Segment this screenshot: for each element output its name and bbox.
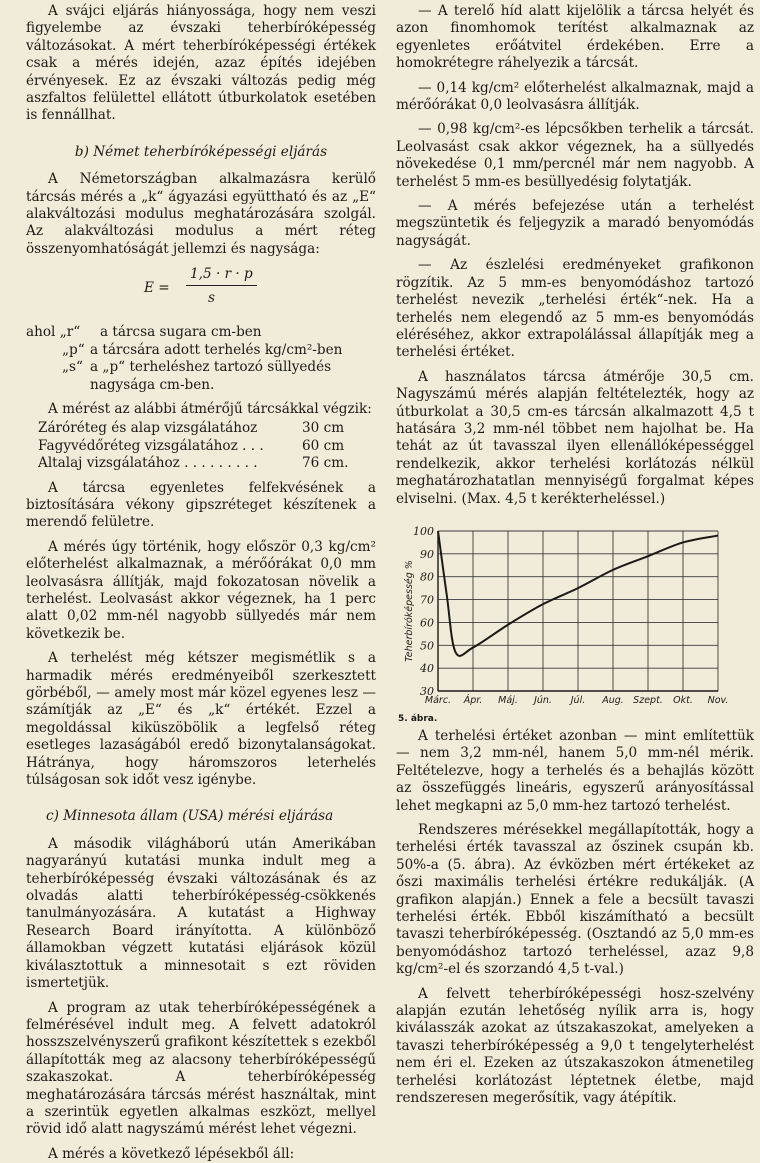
definition-p bbox=[26, 342, 376, 359]
formula-lhs: E = bbox=[144, 280, 170, 297]
right-column bbox=[396, 3, 754, 1108]
paragraph: A svájci eljárás hiányossága, hogy nem veszi figyelembe az évszaki teherbíróképesség változásokat. A mért teherbíróképességi értékek csak a mérés idején, azaz építés idejében érvényesek. Ez az évszaki változás pedig még aszfaltos felülettel ellátott útburkolatok esetében is fennállhat. bbox=[26, 3, 376, 124]
def-text: a „p“ terheléshez tartozó süllyedés nagysága cm-ben. bbox=[90, 359, 332, 393]
x-tick-label: Szept. bbox=[633, 694, 663, 706]
plate-size: 60 cm bbox=[302, 437, 345, 454]
plate-row bbox=[38, 438, 376, 455]
x-tick-label: Nov. bbox=[707, 694, 729, 706]
def-text: a tárcsára adott terhelés kg/cm²-ben bbox=[90, 341, 343, 358]
paragraph: A program az utak teherbíróképességének a felmérésével indult meg. A felvett adatokról hosszszelvényszerű grafikont készítettek s ezekből állapították meg az alacsony teherbíróképességű szakaszokat. A teherbíróképesség meghatározására tárcsás mérést használtak, mint a szerintük egyetlen alkalmas eszközt, mellyel rövid idő alatt nagyszámú mérést lehet végezni. bbox=[26, 999, 376, 1138]
paragraph: Rendszeres mérésekkel megállapították, hogy a terhelési érték tavasszal az őszinek csupán kb. 50%-a (5. ábra). Az évközben mért értékeket az őszi maximális terhelési értékre redukálják. (A grafikon alapján.) Ennek a fele a becsült tavaszi terhelési érték. Ebből kiszámítható a becsült tavaszi teherbíróképesség. (Osztandó az 5,0 mm-es benyomódáshoz tartozó terheléssel, azaz 9,8 kg/cm²-el és szorzandó 4,5 t-val.) bbox=[396, 822, 754, 978]
y-tick-label: 100 bbox=[413, 524, 434, 538]
plate-row bbox=[38, 455, 376, 472]
x-tick-label: Máj. bbox=[498, 694, 518, 706]
definition-s bbox=[26, 359, 376, 394]
paragraph: A tárcsa egyenletes felfekvésének a biztosítására vékony gipszréteget készítenek a merendő felületre. bbox=[26, 479, 376, 531]
plate-row bbox=[38, 420, 376, 437]
section-heading-c: c) Minnesota állam (USA) mérési eljárása bbox=[46, 808, 334, 825]
def-symbol: „p“ bbox=[62, 341, 85, 358]
formula-denominator: s bbox=[208, 290, 215, 307]
section-heading-b: b) Német teherbíróképességi eljárás bbox=[74, 143, 328, 160]
plate-name: Záróréteg és alap vizsgálatához bbox=[38, 420, 258, 437]
paragraph: A felvett teherbíróképességi hosz-szelvény alapján ezután lehetőség nyílik arra is, hogy kiválasszák azokat az útszakaszokat, amelyeken a tavaszi teherbíróképesség a 9,0 t tengelyterhelést nem éri el. Ezeken az útszakaszokon átmenetileg terhelési korlátozást léptetnek életbe, majd rendszeresen megerősítik, vagy átépítik. bbox=[396, 985, 754, 1107]
def-symbol: „s“ bbox=[62, 359, 83, 376]
y-tick-label: 80 bbox=[420, 570, 434, 584]
paragraph: A használatos tárcsa átmérője 30,5 cm. Nagyszámú mérés alapján feltételezték, hogy az útburkolat a 30,5 cm-es tárcsán alkalmazott 4,5 t hatására 3,2 mm-nél többet nem hajolhat be. Ha tehát az út tavasszal ilyen ellenállóképességgel rendelkezik, akkor terhelési korlátozás nélkül meghatározhatatlan mennyiségű forgalmat képes elviselni. (Max. 4,5 t kerékterheléssel.) bbox=[396, 368, 754, 507]
plate-size: 30 cm bbox=[302, 420, 345, 437]
x-tick-label: Jún. bbox=[534, 694, 552, 706]
plate-name: Fagyvédőréteg vizsgálatához . . . bbox=[38, 437, 264, 454]
figure-label: 5. ábra. bbox=[398, 713, 438, 724]
definition-r bbox=[26, 324, 376, 341]
x-tick-label: Okt. bbox=[673, 694, 693, 706]
y-tick-label: 70 bbox=[420, 593, 434, 607]
x-tick-label: Ápr. bbox=[463, 694, 483, 706]
step-item: — A terelő híd alatt kijelölik a tárcsa helyét és azon finomhomok terítést alkalmaznak az egyenletes erőátvitel érdekében. Erre a homokrétegre ráhelyezik a tárcsát. bbox=[396, 3, 754, 72]
x-tick-label: Aug. bbox=[602, 694, 624, 706]
def-text: a tárcsa sugara cm-ben bbox=[100, 324, 262, 341]
plate-size-table bbox=[26, 420, 376, 472]
y-axis-label: Teherbíróképesség % bbox=[404, 560, 415, 662]
def-symbol: ahol „r“ bbox=[26, 324, 81, 341]
y-tick-label: 40 bbox=[420, 662, 434, 676]
step-item: — 0,14 kg/cm² előterhelést alkalmaznak, majd a mérőórákat 0,0 leolvasásra állítják. bbox=[396, 79, 754, 114]
figure-5-container bbox=[396, 521, 754, 726]
paragraph: A terhelést még kétszer megismétlik s a harmadik mérés eredményeiből szerkesztett görbéből, — amely most már közel egyenes lesz — számítják az „E“ és „k“ értékét. Ezzel a megoldással kiküszöbölik a legfelső réteg esetleges lazaságából eredő bizonytalanságokat. Hátránya, hogy háromszoros leterhelés túlságosan sok időt vesz igénybe. bbox=[26, 650, 376, 789]
symbol-definitions bbox=[26, 324, 376, 394]
left-column bbox=[26, 3, 376, 1163]
step-item: — Az észlelési eredményeket grafikonon rögzítik. Az 5 mm-es benyomódáshoz tartozó terhelést nevezik „terhelési érték“-nek. Ha a terhelés nem elegendő az 5 mm-es benyomódás eléréséhez, akkor extrapolálással állapítják meg a terhelési értéket. bbox=[396, 257, 754, 361]
y-tick-label: 50 bbox=[420, 639, 434, 653]
bearing-capacity-chart bbox=[396, 521, 754, 726]
paragraph: A mérést az alábbi átmérőjű tárcsákkal végzik: bbox=[48, 400, 372, 417]
modulus-formula bbox=[26, 264, 376, 320]
x-tick-label: Márc. bbox=[424, 694, 452, 706]
step-item: — A mérés befejezése után a terhelést megszüntetik és feljegyzik a maradó benyomódás nagyságát. bbox=[396, 198, 754, 249]
formula-numerator: 1,5 · r · p bbox=[186, 266, 257, 285]
y-tick-label: 90 bbox=[420, 547, 434, 561]
y-tick-label: 30 bbox=[420, 684, 434, 698]
paragraph: A Németországban alkalmazásra kerülő tárcsás mérés a „k“ ágyazási együttható és az „E“ alakváltozási modulus meghatározására szolgál. Az alakváltozási modulus a mért réteg összenyomhatóságát jellemzi és nagysága: bbox=[26, 171, 376, 257]
plate-size: 76 cm. bbox=[302, 455, 349, 472]
y-tick-label: 60 bbox=[420, 616, 434, 630]
paragraph: A terhelési értéket azonban — mint említettük — nem 3,2 mm-nél, hanem 5,0 mm-nél mérik. Feltételezve, hogy a terhelés és a behajlás között az összefüggés lineáris, egyszerű arányosítással lehet megkapni az 5,0 mm-hez tartozó terhelést. bbox=[396, 727, 754, 814]
paragraph: A második világháború után Amerikában nagyarányú kutatási munka indult meg a teherbíróképesség évszaki változásának és az olvadás alatti teherbíróképesség-csökkenés tanulmányozására. A kutatást a Highway Research Board irányította. A különböző államokban végzett kutatási eljárások közül kiválasztottuk a minnesotait s ezt röviden ismertetjük. bbox=[26, 835, 376, 992]
step-item: — 0,98 kg/cm²-es lépcsőkben terhelik a tárcsát. Leolvasást csak akkor végeznek, ha a süllyedés növekedése 0,1 mm/percnél már nem nagyobb. A terhelést 5 mm-es besüllyedésig folytatják. bbox=[396, 121, 754, 190]
paragraph: A mérés úgy történik, hogy először 0,3 kg/cm² előterhelést alkalmaznak, a mérőórákat 0,0 mm leolvasásra állítják, majd fokozatosan növelik a terhelést. Leolvasást akkor végeznek, ha 1 perc alatt 0,02 mm-nél nagyobb süllyedés már nem következik be. bbox=[26, 538, 376, 642]
x-tick-label: Júl. bbox=[570, 694, 586, 706]
plate-name: Altalaj vizsgálatához . . . . . . . . . bbox=[38, 455, 258, 472]
paragraph: A mérés a következő lépésekből áll: bbox=[48, 1145, 295, 1162]
